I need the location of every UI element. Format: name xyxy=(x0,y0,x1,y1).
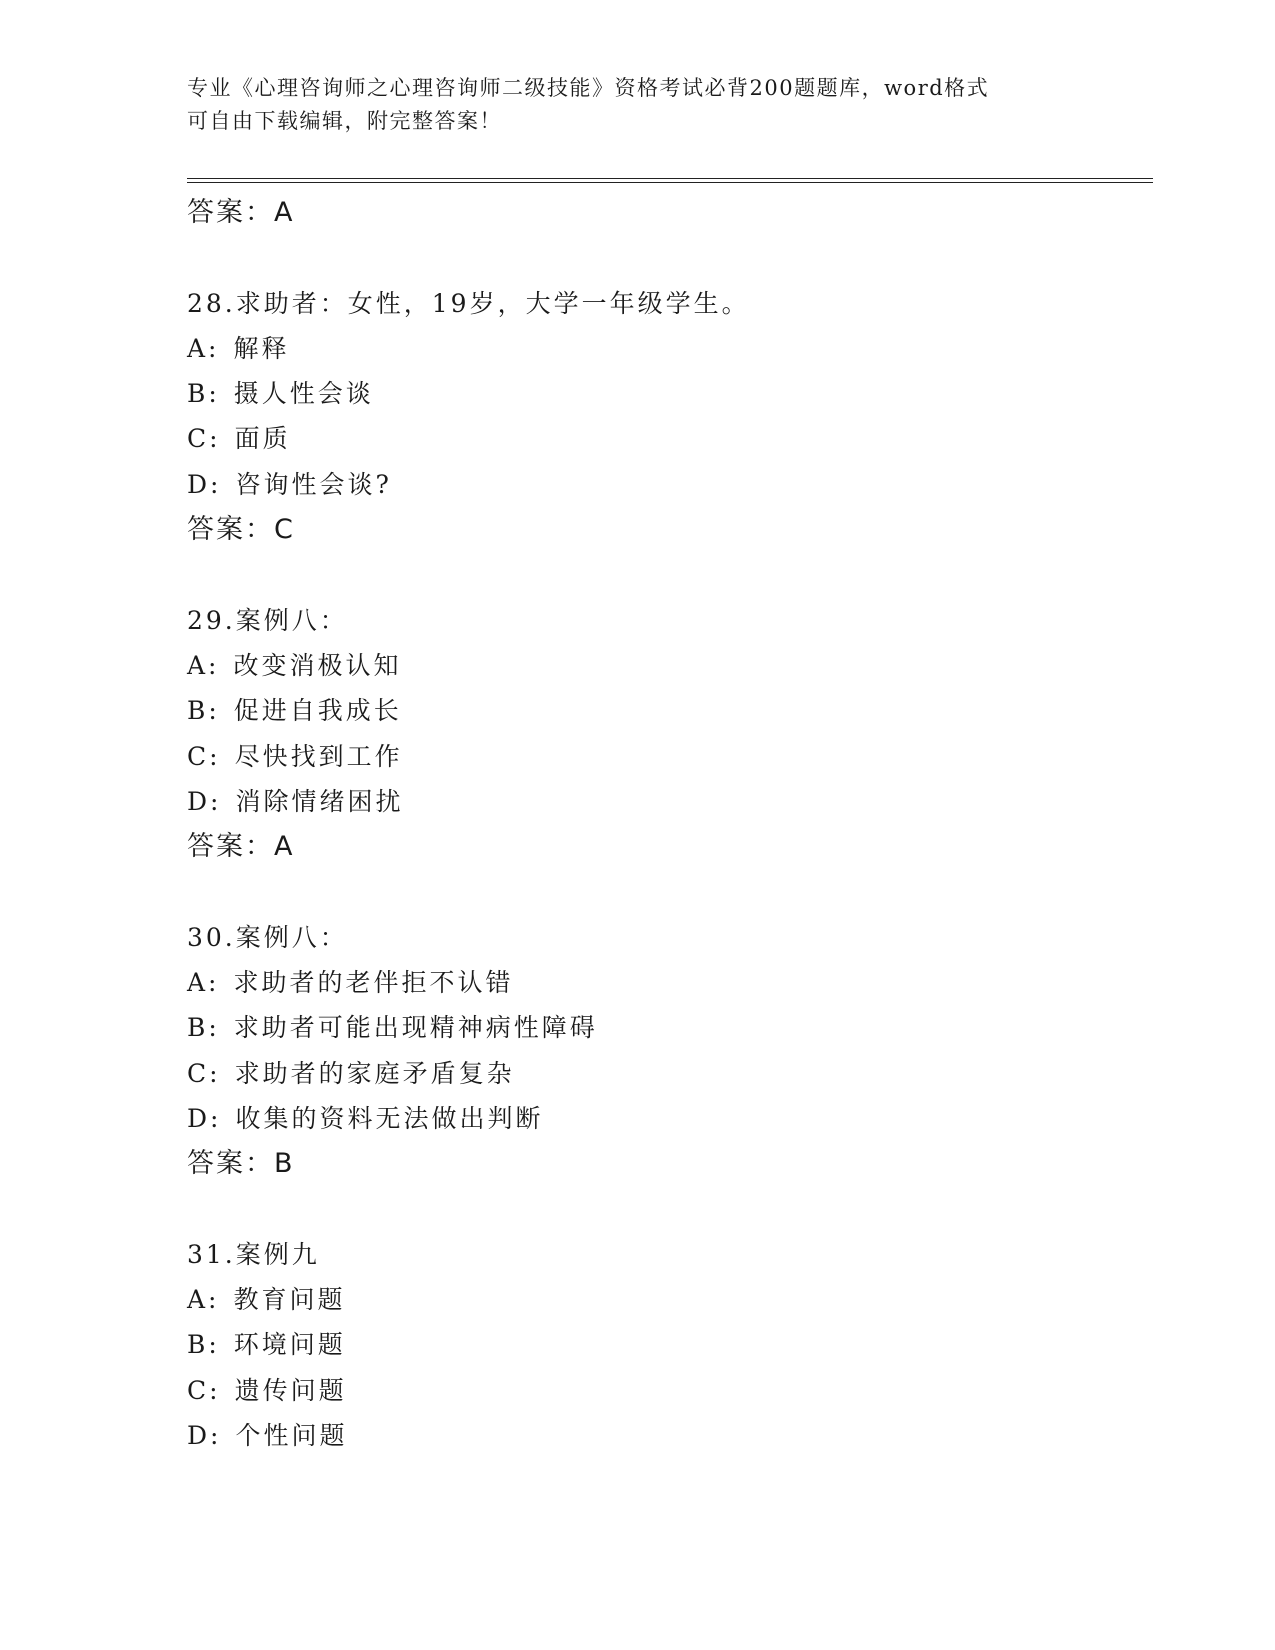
option-b: B: 促进自我成长 xyxy=(187,696,402,726)
question-item xyxy=(187,598,1147,870)
option-b: B: 求助者可能出现精神病性障碍 xyxy=(187,1013,598,1043)
answer-line: 答案：B xyxy=(187,1148,295,1180)
question-stem: 28.求助者：女性，19岁，大学一年级学生。 xyxy=(187,288,750,318)
option-d: D: 消除情绪困扰 xyxy=(187,786,404,816)
answer-line: 答案：A xyxy=(187,831,295,863)
spacer xyxy=(187,552,1147,597)
option-b: B: 环境问题 xyxy=(187,1330,346,1360)
header-divider xyxy=(187,178,1153,183)
option-a: A: 改变消极认知 xyxy=(187,650,402,680)
question-item xyxy=(187,915,1147,1187)
option-d: D: 个性问题 xyxy=(187,1421,348,1451)
option-c: C: 求助者的家庭矛盾复杂 xyxy=(187,1058,515,1088)
answer-line: 答案：A xyxy=(187,197,295,228)
answer-line: 答案：C xyxy=(187,514,295,546)
header-line-2: 可自由下载编辑，附完整答案！ xyxy=(187,109,502,133)
question-item xyxy=(187,1232,1147,1458)
option-d: D: 咨询性会谈? xyxy=(187,469,392,499)
question-list xyxy=(187,190,1147,1458)
option-c: C: 尽快找到工作 xyxy=(187,741,403,771)
option-a: A: 求助者的老伴拒不认错 xyxy=(187,968,514,998)
question-stem: 29.案例八： xyxy=(187,605,348,635)
option-c: C: 遗传问题 xyxy=(187,1375,347,1405)
option-d: D: 收集的资料无法做出判断 xyxy=(187,1103,544,1133)
option-b: B: 摄人性会谈 xyxy=(187,379,374,409)
question-item xyxy=(187,281,1147,553)
spacer xyxy=(187,235,1147,280)
spacer xyxy=(187,869,1147,914)
document-header xyxy=(187,72,1087,138)
header-line-1: 专业《心理咨询师之心理咨询师二级技能》资格考试必背200题题库，word格式 xyxy=(187,76,990,100)
option-a: A: 解释 xyxy=(187,333,290,363)
option-a: A: 教育问题 xyxy=(187,1285,346,1315)
question-stem: 30.案例八： xyxy=(187,922,348,952)
question-stem: 31.案例九 xyxy=(187,1239,320,1269)
option-c: C: 面质 xyxy=(187,424,291,454)
spacer xyxy=(187,1187,1147,1232)
